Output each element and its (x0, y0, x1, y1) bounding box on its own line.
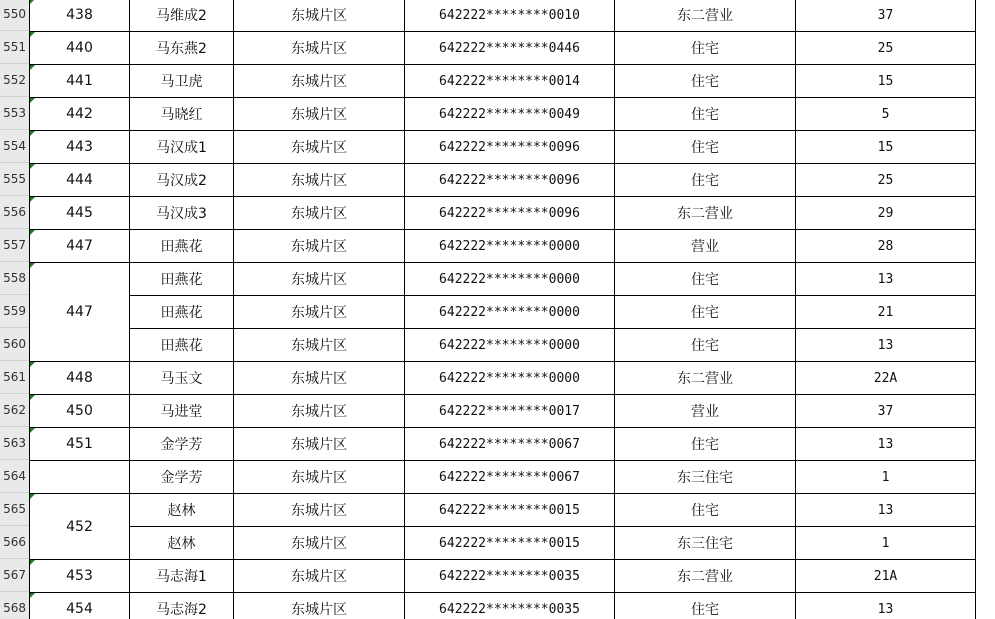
id-cell[interactable]: 642222********0015 (405, 494, 615, 527)
table-row (30, 164, 976, 197)
row-number[interactable]: 561 (0, 361, 29, 394)
table-row (30, 263, 976, 296)
area-cell[interactable]: 东城片区 (234, 296, 405, 329)
area-cell[interactable]: 东城片区 (234, 0, 405, 32)
table-row (30, 0, 976, 32)
number-cell[interactable]: 13 (796, 593, 976, 619)
type-cell[interactable]: 住宅 (615, 32, 796, 65)
row-number[interactable]: 562 (0, 394, 29, 427)
type-cell[interactable]: 住宅 (615, 65, 796, 98)
table-row (30, 197, 976, 230)
row-number[interactable]: 557 (0, 229, 29, 262)
area-cell[interactable]: 东城片区 (234, 197, 405, 230)
row-header-column (0, 0, 30, 619)
area-cell[interactable]: 东城片区 (234, 65, 405, 98)
area-cell[interactable]: 东城片区 (234, 98, 405, 131)
name-cell[interactable]: 马进堂 (130, 395, 234, 428)
name-cell[interactable]: 田燕花 (130, 230, 234, 263)
name-cell[interactable]: 马卫虎 (130, 65, 234, 98)
number-cell[interactable]: 1 (796, 527, 976, 560)
table-row (30, 362, 976, 395)
row-number[interactable]: 566 (0, 526, 29, 559)
number-cell[interactable]: 37 (796, 395, 976, 428)
id-cell[interactable]: 642222********0000 (405, 329, 615, 362)
type-cell[interactable]: 住宅 (615, 131, 796, 164)
table-row (30, 131, 976, 164)
seq-cell[interactable]: 451 (30, 428, 130, 461)
row-number[interactable]: 552 (0, 64, 29, 97)
table-row (30, 428, 976, 461)
area-cell[interactable]: 东城片区 (234, 527, 405, 560)
area-cell[interactable]: 东城片区 (234, 329, 405, 362)
id-cell[interactable]: 642222********0014 (405, 65, 615, 98)
row-number[interactable]: 553 (0, 97, 29, 130)
id-cell[interactable]: 642222********0000 (405, 230, 615, 263)
table-row (30, 296, 976, 329)
area-cell[interactable]: 东城片区 (234, 230, 405, 263)
type-cell[interactable]: 住宅 (615, 263, 796, 296)
row-number[interactable]: 567 (0, 559, 29, 592)
number-cell[interactable]: 21A (796, 560, 976, 593)
name-cell[interactable]: 马志海2 (130, 593, 234, 619)
seq-cell[interactable]: 447 (30, 230, 130, 263)
type-cell[interactable]: 东三住宅 (615, 461, 796, 494)
number-cell[interactable]: 28 (796, 230, 976, 263)
area-cell[interactable]: 东城片区 (234, 494, 405, 527)
merged-seq-cell[interactable]: 452 (30, 494, 130, 560)
type-cell[interactable]: 住宅 (615, 428, 796, 461)
table-row (30, 395, 976, 428)
row-number[interactable]: 559 (0, 295, 29, 328)
id-cell[interactable]: 642222********0446 (405, 32, 615, 65)
table-row (30, 230, 976, 263)
id-cell[interactable]: 642222********0035 (405, 593, 615, 619)
type-cell[interactable]: 东三住宅 (615, 527, 796, 560)
seq-cell[interactable]: 443 (30, 131, 130, 164)
name-cell[interactable]: 田燕花 (130, 296, 234, 329)
type-cell[interactable]: 住宅 (615, 494, 796, 527)
id-cell[interactable]: 642222********0000 (405, 296, 615, 329)
number-cell[interactable]: 25 (796, 164, 976, 197)
id-cell[interactable]: 642222********0000 (405, 263, 615, 296)
seq-cell[interactable]: 445 (30, 197, 130, 230)
type-cell[interactable]: 住宅 (615, 98, 796, 131)
area-cell[interactable]: 东城片区 (234, 131, 405, 164)
table-row (30, 593, 976, 619)
area-cell[interactable]: 东城片区 (234, 428, 405, 461)
seq-cell[interactable] (30, 461, 130, 494)
row-number[interactable]: 560 (0, 328, 29, 361)
row-number[interactable]: 563 (0, 427, 29, 460)
type-cell[interactable]: 营业 (615, 230, 796, 263)
number-cell[interactable]: 13 (796, 263, 976, 296)
id-cell[interactable]: 642222********0035 (405, 560, 615, 593)
seq-cell[interactable]: 454 (30, 593, 130, 619)
data-grid (29, 0, 976, 619)
id-cell[interactable]: 642222********0000 (405, 362, 615, 395)
area-cell[interactable]: 东城片区 (234, 560, 405, 593)
type-cell[interactable]: 住宅 (615, 164, 796, 197)
number-cell[interactable]: 21 (796, 296, 976, 329)
name-cell[interactable]: 马志海1 (130, 560, 234, 593)
table-row (30, 527, 976, 560)
number-cell[interactable]: 15 (796, 131, 976, 164)
row-number[interactable]: 568 (0, 592, 29, 619)
table-row (30, 329, 976, 362)
row-number[interactable]: 558 (0, 262, 29, 295)
type-cell[interactable]: 住宅 (615, 329, 796, 362)
seq-cell[interactable]: 440 (30, 32, 130, 65)
row-number[interactable]: 564 (0, 460, 29, 493)
table-row (30, 98, 976, 131)
row-number[interactable]: 555 (0, 163, 29, 196)
id-cell[interactable]: 642222********0096 (405, 164, 615, 197)
id-cell[interactable]: 642222********0015 (405, 527, 615, 560)
row-number[interactable]: 556 (0, 196, 29, 229)
row-number[interactable]: 551 (0, 31, 29, 64)
name-cell[interactable]: 金学芳 (130, 428, 234, 461)
id-cell[interactable]: 642222********0049 (405, 98, 615, 131)
id-cell[interactable]: 642222********0096 (405, 197, 615, 230)
type-cell[interactable]: 住宅 (615, 593, 796, 619)
area-cell[interactable]: 东城片区 (234, 32, 405, 65)
name-cell[interactable]: 金学芳 (130, 461, 234, 494)
type-cell[interactable]: 营业 (615, 395, 796, 428)
number-cell[interactable]: 13 (796, 329, 976, 362)
number-cell[interactable]: 5 (796, 98, 976, 131)
number-cell[interactable]: 15 (796, 65, 976, 98)
id-cell[interactable]: 642222********0067 (405, 461, 615, 494)
table-row (30, 65, 976, 98)
area-cell[interactable]: 东城片区 (234, 461, 405, 494)
table-row (30, 494, 976, 527)
seq-cell[interactable]: 442 (30, 98, 130, 131)
area-cell[interactable]: 东城片区 (234, 395, 405, 428)
seq-cell[interactable]: 438 (30, 0, 130, 32)
name-cell[interactable]: 马汉成2 (130, 164, 234, 197)
name-cell[interactable]: 田燕花 (130, 329, 234, 362)
area-cell[interactable]: 东城片区 (234, 362, 405, 395)
name-cell[interactable]: 赵林 (130, 494, 234, 527)
row-number[interactable]: 550 (0, 0, 29, 31)
merged-seq-cell[interactable]: 447 (30, 263, 130, 362)
name-cell[interactable]: 田燕花 (130, 263, 234, 296)
name-cell[interactable]: 马玉文 (130, 362, 234, 395)
area-cell[interactable]: 东城片区 (234, 164, 405, 197)
row-number[interactable]: 554 (0, 130, 29, 163)
seq-cell[interactable]: 448 (30, 362, 130, 395)
type-cell[interactable]: 东二营业 (615, 362, 796, 395)
type-cell[interactable]: 东二营业 (615, 560, 796, 593)
name-cell[interactable]: 马维成2 (130, 0, 234, 32)
number-cell[interactable]: 13 (796, 494, 976, 527)
number-cell[interactable]: 1 (796, 461, 976, 494)
row-number[interactable]: 565 (0, 493, 29, 526)
number-cell[interactable]: 13 (796, 428, 976, 461)
name-cell[interactable]: 马东燕2 (130, 32, 234, 65)
type-cell[interactable]: 东二营业 (615, 197, 796, 230)
seq-cell[interactable]: 441 (30, 65, 130, 98)
number-cell[interactable]: 29 (796, 197, 976, 230)
id-cell[interactable]: 642222********0010 (405, 0, 615, 32)
table-row (30, 32, 976, 65)
table-row (30, 461, 976, 494)
seq-cell[interactable]: 450 (30, 395, 130, 428)
table-row (30, 560, 976, 593)
id-cell[interactable]: 642222********0017 (405, 395, 615, 428)
number-cell[interactable]: 37 (796, 0, 976, 32)
name-cell[interactable]: 马晓红 (130, 98, 234, 131)
number-cell[interactable]: 25 (796, 32, 976, 65)
number-cell[interactable]: 22A (796, 362, 976, 395)
type-cell[interactable]: 住宅 (615, 296, 796, 329)
id-cell[interactable]: 642222********0096 (405, 131, 615, 164)
name-cell[interactable]: 马汉成3 (130, 197, 234, 230)
name-cell[interactable]: 马汉成1 (130, 131, 234, 164)
area-cell[interactable]: 东城片区 (234, 593, 405, 619)
seq-cell[interactable]: 453 (30, 560, 130, 593)
seq-cell[interactable]: 444 (30, 164, 130, 197)
area-cell[interactable]: 东城片区 (234, 263, 405, 296)
name-cell[interactable]: 赵林 (130, 527, 234, 560)
id-cell[interactable]: 642222********0067 (405, 428, 615, 461)
type-cell[interactable]: 东二营业 (615, 0, 796, 32)
